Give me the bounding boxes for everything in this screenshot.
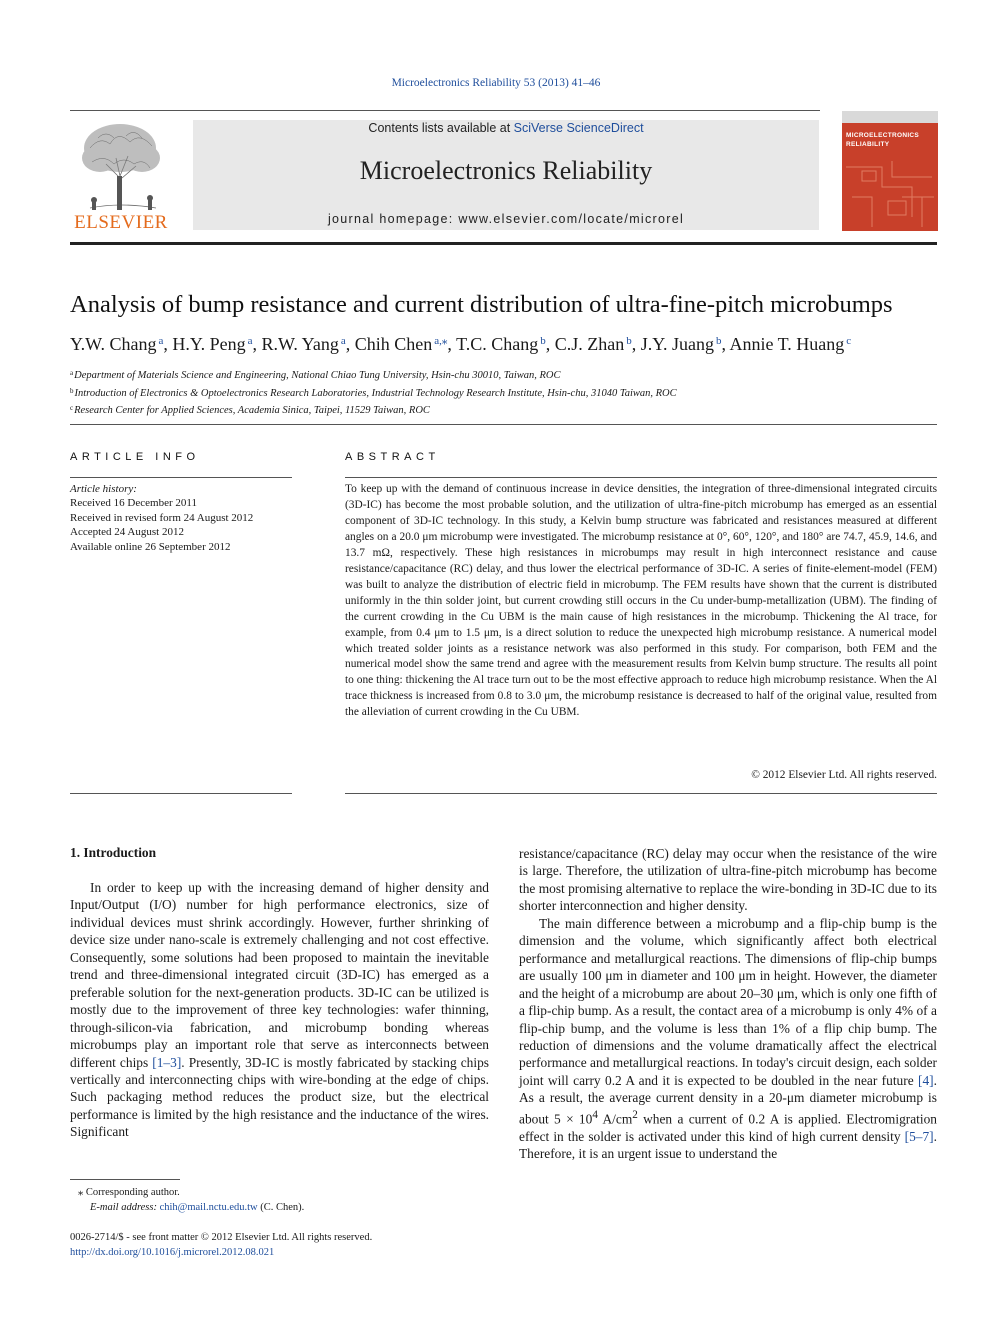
abstract-rule bbox=[345, 477, 937, 478]
email-label: E-mail address: bbox=[90, 1202, 160, 1213]
issn-line: 0026-2714/$ - see front matter © 2012 Elsevier Ltd. All rights reserved. bbox=[70, 1232, 373, 1243]
history-item: Received in revised form 24 August 2012 bbox=[70, 511, 254, 524]
doi-link[interactable]: http://dx.doi.org/10.1016/j.microrel.2012.08.021 bbox=[70, 1247, 275, 1258]
article-info-bottom-rule bbox=[70, 793, 292, 794]
journal-title: Microelectronics Reliability bbox=[359, 156, 653, 185]
paragraph-text: . Presently, 3D-IC is mostly fabricated by stacking chips vertically and interconnecting chips with wire-bonding at the edge of chips. Such packaging method reduces the product size, but the electrical performance is limited by the high resistance and the inductance of the wires. Significant bbox=[70, 1054, 489, 1140]
paragraph-text: . Therefore, it is an urgent issue to understand the bbox=[519, 1128, 937, 1162]
journal-cover[interactable] bbox=[842, 111, 938, 231]
author-name[interactable]: Annie T. Huang bbox=[729, 334, 845, 354]
cover-title bbox=[846, 131, 934, 149]
article-info-heading: ARTICLE INFO bbox=[70, 451, 200, 463]
header-rule bbox=[70, 110, 820, 111]
abstract-bottom-rule bbox=[345, 793, 937, 794]
paragraph-text: The main difference between a microbump and a flip-chip bump is the dimension and the volume, which significantly affect both electrical performance and metallurgical reactions. The dimensions of flip-chip bumps are usually 100 μm in diameter and 100 μm in height. However, the diameter and the height of a microbump are about 20–30 μm, which is only one fifth of a flip-chip bump. As a result, the contact area of a microbump is only 4% of a flip-chip bump, and the volume is less than 1% of a flip chip bump. The reduction of dimensions and the volume dramatically affect the electrical performance and metallurgical reactions. In today's circuit design, each solder joint will carry 0.2 A and it is expected to be doubled in the near future bbox=[519, 915, 937, 1088]
journal-citation[interactable]: Microelectronics Reliability 53 (2013) 41–46 bbox=[391, 77, 601, 89]
right-column bbox=[519, 845, 937, 1163]
author-affil-mark[interactable]: a bbox=[340, 335, 346, 347]
abstract-text: To keep up with the demand of continuous increase in device densities, the integration of three-dimensional integrated circuits (3D-IC) has become the most probable solution, and the utilization of ultra-fine-pitch microbump has emerged as an essential component of 3D-IC technology. In this study, a Kelvin bump structure was fabricated and resistances measured at different angles on a 20.0 μm microbump were investigated. The microbump resistance at 0°, 60°, 120°, and 180° are 74.7, 45.9, 14.6, and 13.7 mΩ, respectively. These high resistances in microbumps may result in high interconnect resistance and cause resistance/capacitance (RC) delay, and thus lower the electrical performance of 3D-IC. A series of finite-element-model (FEM) was built to analyze the distribution of electric field in microbump. The FEM results have shown that the current is distributed uniformly in the thin solder joint, but current crowding still occurs in the Cu under-bump-metallization (UBM). The finding of the current crowding in the Cu UBM is the main cause of high resistances in the microbump. Thickening the Al trace, for example, from 0.4 μm to 1.5 μm, is a direct solution to reduce the unexpected high microbump resistance. A numerical model which treated solder joints as a resistance network was also performed in this study. For comparison, both FEM and the numerical model show the same trend and agree with the measurement results from Kelvin bump structure. The results all point to one thing: thickening the Al trace turn out to be the most effective approach to reduce high microbump resistance. When the Al trace thickness is increased from 0.8 to 3.0 μm, the microbump resistance is decreased to half of the original value, resulted from the alleviation of current crowding in the Cu UBM. bbox=[345, 483, 937, 719]
bottom-matter bbox=[70, 1230, 490, 1260]
sciencedirect-link[interactable]: SciVerse ScienceDirect bbox=[513, 121, 644, 135]
affiliation-mark: c bbox=[70, 404, 74, 412]
affiliation bbox=[70, 366, 930, 384]
affiliation bbox=[70, 384, 930, 402]
author-affil-mark[interactable]: a bbox=[158, 335, 164, 347]
paragraph bbox=[519, 915, 937, 1163]
author-name[interactable]: Chih Chen bbox=[354, 334, 433, 354]
copyright-notice: © 2012 Elsevier Ltd. All rights reserved. bbox=[751, 769, 937, 781]
article-info-rule bbox=[70, 477, 292, 478]
footnote-mark: ⁎ bbox=[78, 1187, 84, 1198]
journal-banner bbox=[193, 120, 819, 230]
paragraph-text: . As a result, the average current density in a 20-μm diameter microbump is about 5 × 10 bbox=[519, 1072, 937, 1127]
author-name[interactable]: H.Y. Peng bbox=[172, 334, 246, 354]
author-name[interactable]: R.W. Yang bbox=[261, 334, 339, 354]
affiliation bbox=[70, 401, 930, 419]
cover-band bbox=[842, 111, 938, 123]
cover-title-line1: MICROELECTRONICS bbox=[846, 132, 920, 139]
cover-title-line2: RELIABILITY bbox=[846, 141, 890, 148]
section-heading-introduction: 1. Introduction bbox=[70, 845, 157, 860]
footnote-text: Corresponding author. bbox=[83, 1187, 180, 1198]
elsevier-wordmark: ELSEVIER bbox=[74, 212, 168, 233]
email-suffix: (C. Chen). bbox=[257, 1202, 305, 1213]
paragraph-text: A/cm bbox=[597, 1111, 633, 1127]
affiliation-mark: b bbox=[70, 386, 74, 395]
author-affil-mark[interactable]: b bbox=[540, 335, 546, 347]
citation-link[interactable]: [5–7] bbox=[904, 1128, 934, 1144]
author-affil-mark[interactable]: c bbox=[846, 335, 852, 347]
left-column bbox=[70, 879, 489, 1141]
citation-link[interactable]: [1–3] bbox=[152, 1054, 182, 1070]
header-thick-rule bbox=[70, 242, 937, 245]
abstract-heading: ABSTRACT bbox=[345, 451, 440, 463]
author-list: Y.W. Chang $^a$, H.Y. Peng $^a$, R.W. Yang $^a$, Chih Chen $^{a,⁎}$, T.C. Chang $^b$, C.J. Zhan $^b$, J.Y. Juang $^b$, Annie T. Huang $^c$ bbox=[70, 334, 852, 354]
tree-icon bbox=[70, 118, 172, 214]
contents-prefix: Contents lists available at bbox=[368, 121, 514, 135]
citation-link[interactable]: [4] bbox=[918, 1072, 934, 1088]
exponent: 2 bbox=[632, 1108, 638, 1121]
paragraph-text: In order to keep up with the increasing demand of higher density and Input/Output (I/O) number for high performance electronics, size of individual devices must shrink accordingly. However, further shrinking of device size under nano-scale is extremely challenging and not cost effective. Consequently, some solutions had been proposed to maintain the inevitable trend and three-dimensional integrated circuit (3D-IC) has emerged as a preferable solution for the next-generation products. 3D-IC can be utilized is mostly due to the improvement of three key technologies: wafer thinning, through-silicon-via fabrication, and microbump bonding whereas microbumps play an important role that serve as interconnects between different chips bbox=[70, 880, 489, 1070]
history-item: Available online 26 September 2012 bbox=[70, 540, 231, 553]
affiliation-text: Department of Materials Science and Engineering, National Chiao Tung University, Hsin-chu 30010, Taiwan, ROC bbox=[74, 370, 561, 381]
cover-circuit-graphic bbox=[842, 157, 938, 231]
affiliation-text: Research Center for Applied Sciences, Academia Sinica, Taipei, 11529 Taiwan, ROC bbox=[74, 405, 430, 416]
article-history bbox=[70, 482, 292, 554]
author-name[interactable]: T.C. Chang bbox=[456, 334, 539, 354]
author-affil-mark[interactable]: b bbox=[626, 335, 632, 347]
corresponding-author-note bbox=[70, 1185, 490, 1200]
email-link[interactable]: chih@mail.nctu.edu.tw bbox=[159, 1202, 258, 1213]
elsevier-logo[interactable] bbox=[70, 118, 172, 234]
history-item: Received 16 December 2011 bbox=[70, 497, 197, 510]
paragraph bbox=[70, 879, 489, 1141]
footnotes bbox=[70, 1185, 490, 1215]
article-title: Analysis of bump resistance and current distribution of ultra-fine-pitch microbumps bbox=[70, 291, 893, 318]
affiliations bbox=[70, 366, 930, 419]
author-name[interactable]: C.J. Zhan bbox=[554, 334, 625, 354]
journal-homepage[interactable]: journal homepage: www.elsevier.com/locate/microrel bbox=[327, 212, 685, 226]
contents-line bbox=[193, 121, 819, 135]
history-item: Accepted 24 August 2012 bbox=[70, 526, 184, 539]
affiliation-text: Introduction of Electronics & Optoelectronics Research Laboratories, Industrial Technology Research Institute, Hsin-chu, 31040 Taiwan, ROC bbox=[74, 387, 677, 399]
author-name[interactable]: J.Y. Juang bbox=[640, 334, 714, 354]
author-affil-mark[interactable]: a,⁎ bbox=[434, 335, 448, 347]
affiliation-rule bbox=[70, 424, 937, 425]
affiliation-mark: a bbox=[70, 369, 74, 377]
paragraph: resistance/capacitance (RC) delay may occur when the resistance of the wire is large. Therefore, the utilization of ultra-fine-pitch microbump has become the most promising alternative to replace the wire-bonding in 3D-IC due to its shorter interconnection and higher density. bbox=[519, 846, 937, 914]
paragraph-text: when a current of 0.2 A is applied. Electromigration effect in the solder is activated under this kind of high current density bbox=[519, 1111, 937, 1144]
author-name[interactable]: Y.W. Chang bbox=[70, 334, 157, 354]
email-note bbox=[70, 1200, 490, 1215]
author-affil-mark[interactable]: a bbox=[247, 335, 253, 347]
history-label: Article history: bbox=[70, 483, 137, 495]
exponent: 4 bbox=[592, 1108, 598, 1121]
footnote-rule bbox=[70, 1179, 180, 1180]
author-affil-mark[interactable]: b bbox=[715, 335, 722, 347]
